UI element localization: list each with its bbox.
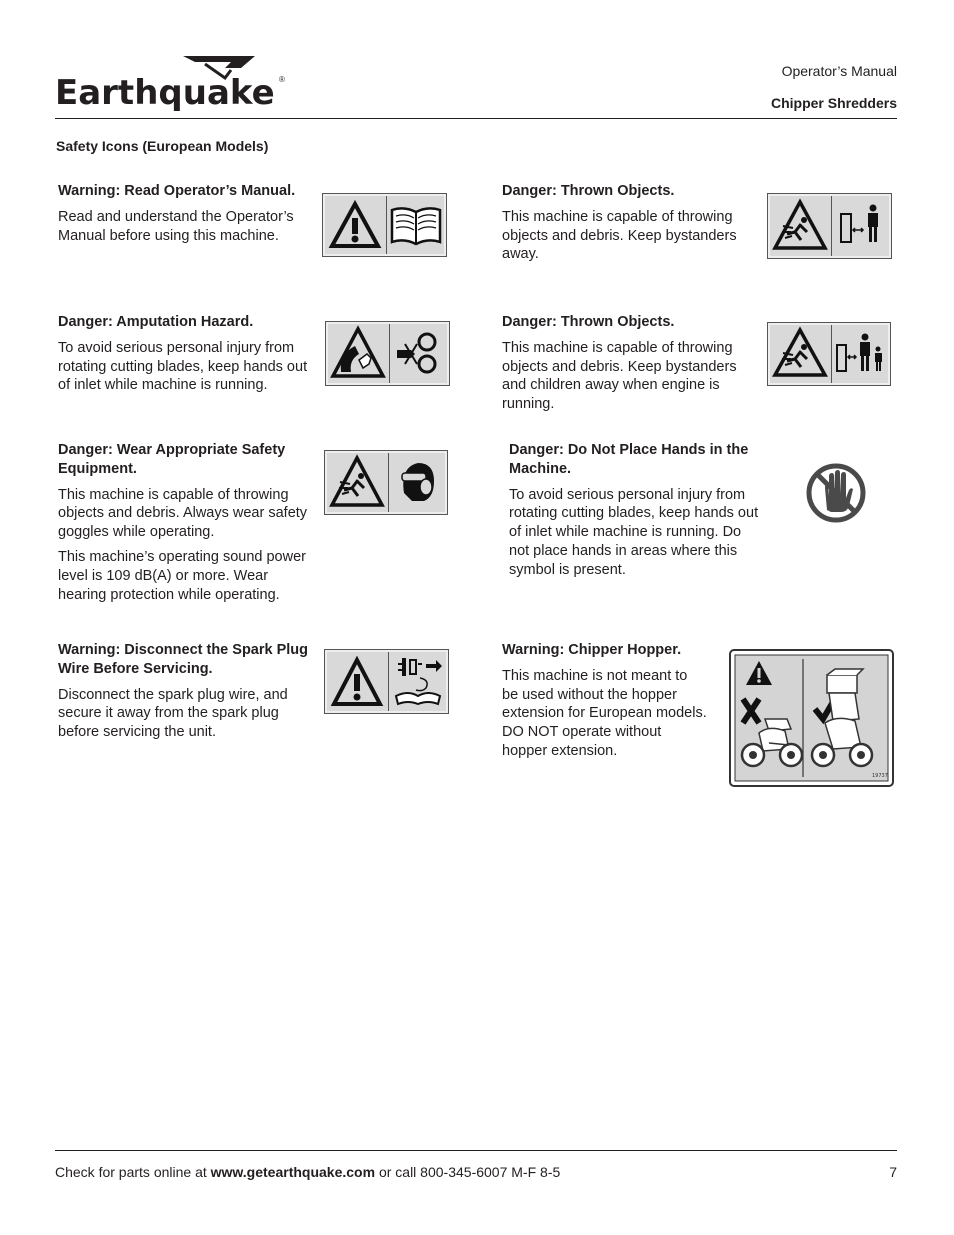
item-title: Warning: Chipper Hopper. [502,642,682,658]
item-text: To avoid serious personal injury from rotating cutting blades, keep hands out of inlet while machine is running. Do not place hands in areas where this symbol is present. [509,486,759,578]
manual-label: Operator’s Manual [781,63,897,79]
safety-item-thrown-objects [502,182,752,270]
decal-code: 19737 [872,773,888,779]
safety-item-no-hands [509,441,764,586]
item-title: Warning: Read Operator’s Manual. [58,183,296,199]
item-title: Warning: Disconnect the Spark Plug Wire Before Servicing. [58,642,309,677]
item-title: Danger: Wear Appropriate Safety Equipment. [58,442,286,477]
amputation-decal [325,321,450,386]
item-text: This machine’s operating sound power level is 109 dB(A) or more. Wear hearing protection while operating. [58,548,306,603]
open-book-icon [388,196,444,254]
read-manual-decal [322,193,447,257]
item-text: This machine is capable of throwing objects and debris. Keep bystanders away. [502,208,737,263]
safety-item-chipper-hopper [502,641,707,767]
item-text: Read and understand the Operator’s Manual before using this machine. [58,208,294,244]
product-name: Chipper Shredders [770,95,897,111]
no-hands-icon [805,462,867,524]
item-text: This machine is not meant to be used without the hopper extension for European models. DO NOT operate without hopper extension. [502,667,707,759]
footer-prefix: Check for parts online at [55,1164,211,1180]
header-rule [55,118,897,119]
thrown-objects-decal [767,193,892,259]
safety-item-amputation [58,313,316,401]
spark-plug-decal [324,649,449,714]
bystander-child-distance-icon [833,325,888,383]
section-title: Safety Icons (European Models) [56,138,269,154]
item-text: This machine is capable of throwing objects and debris. Keep bystanders and children away when engine is running. [502,339,737,413]
amputation-hazard-icon [329,324,387,383]
item-title: Danger: Amputation Hazard. [58,314,254,330]
warning-triangle-icon [326,196,384,254]
safety-item-safety-equipment [58,441,316,610]
safety-item-spark-plug [58,641,316,748]
logo-wordmark: Earthquake [55,73,275,113]
hand-rotating-blades-icon [391,324,447,383]
item-text: Disconnect the spark plug wire, and secure it away from the spark plug before servicing the unit. [58,686,288,741]
svg-text:®: ® [279,75,285,84]
item-title: Danger: Thrown Objects. [502,314,675,330]
warning-triangle-icon [328,652,386,711]
safety-item-read-manual [58,182,318,251]
footer-rule [55,1150,897,1151]
bystander-distance-icon [833,196,889,256]
item-title: Danger: Do Not Place Hands in the Machine. [509,442,749,477]
safety-equipment-decal [324,450,448,515]
thrown-objects-icon [771,196,829,256]
item-title: Danger: Thrown Objects. [502,183,675,199]
thrown-objects-children-decal [767,322,891,386]
safety-item-thrown-objects-children [502,313,752,420]
safety-goggles-ear-protection-icon [390,453,445,512]
thrown-objects-icon [771,325,829,383]
chipper-hopper-decal-icon [729,649,894,787]
footer-website-link[interactable]: www.getearthquake.com [210,1164,376,1180]
item-text: To avoid serious personal injury from rotating cutting blades, keep hands out of inlet while machine is running. [58,339,308,394]
footer-suffix: or call 800-345-6007 M-F 8-5 [375,1164,561,1180]
item-text: This machine is capable of throwing objects and debris. Always wear safety goggles while operating. [58,486,308,541]
page-number: 7 [889,1164,897,1180]
thrown-objects-icon [328,453,386,512]
spark-plug-manual-icon [390,652,446,711]
footer-contact [55,1164,560,1180]
earthquake-logo [55,54,290,116]
